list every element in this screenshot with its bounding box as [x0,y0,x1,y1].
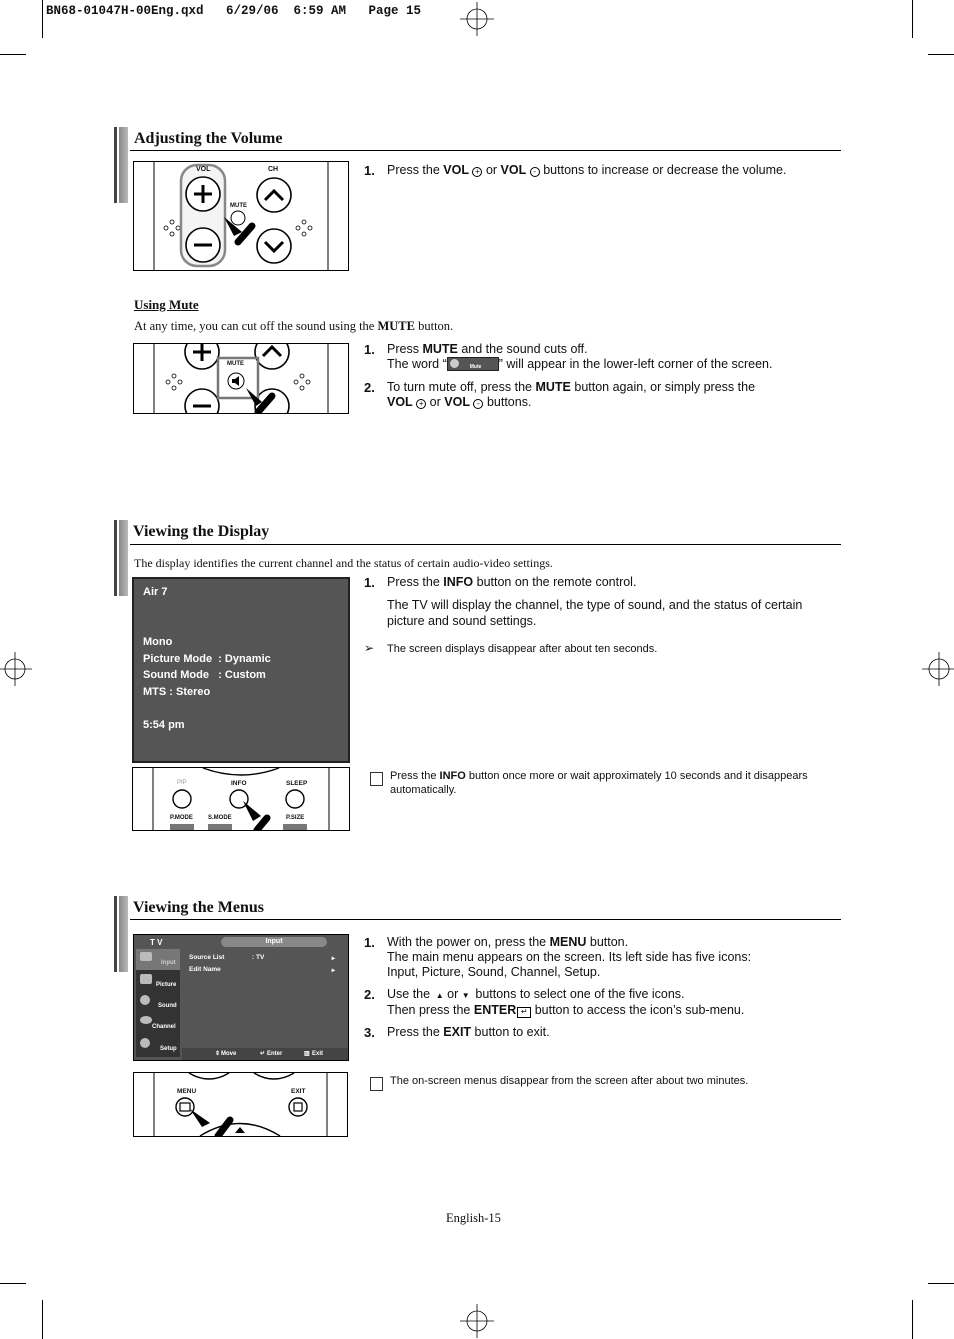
enter-button-icon: ↵ [517,1007,531,1018]
crop-mark [42,0,43,38]
ch-label: CH [268,166,279,173]
tip-arrow-icon: ➢ [364,641,375,655]
picture-icon [140,974,152,984]
vol-minus-icon: - [473,399,483,409]
osd-item-sound: Sound [136,992,180,1013]
info-label: INFO [231,780,247,787]
section-title-display: Viewing the Display [133,523,270,540]
step-number: 2. [364,987,375,1002]
volume-step-1: Press the VOL + or VOL - buttons to increase or decrease the volume. [387,163,787,177]
note-icon [370,1077,383,1091]
crop-mark [0,54,26,55]
step-number: 1. [364,342,375,357]
vol-label: VOL [196,166,211,173]
display-note: Press the INFO button once more or wait approximately 10 seconds and it disappears automatically. [390,770,808,796]
pmode-label: P.MODE [170,815,193,821]
step-number: 1. [364,935,375,950]
section-bar [114,127,128,203]
display-intro: The display identifies the current channel and the status of certain audio-video settings. [134,556,553,570]
arrow-right-icon: ▸ [331,967,335,974]
osd-item-setup: Setup [136,1035,180,1056]
section-bar [114,520,128,596]
crop-mark [912,1300,913,1339]
menus-step-3: Press the EXIT button to exit. [387,1025,550,1039]
osd-sound: Mono [143,636,173,648]
remote-mute-illustration [133,343,349,414]
mute-osd-chip: Mute [447,357,499,371]
mute-speaker-icon [450,359,459,368]
page-number: English-15 [446,1211,501,1225]
print-slug: BN68-01047H-00Eng.qxd 6/29/06 6:59 AM Page 15 [46,4,422,18]
step-number: 2. [364,380,375,395]
osd-channel: Air 7 [143,586,168,598]
osd-sound-mode: Sound Mode : Custom [143,669,266,681]
smode-label: S.MODE [208,815,232,821]
osd-header: Input [221,937,327,947]
registration-mark [0,652,32,686]
remote-volume-illustration [133,161,349,271]
step-number: 1. [364,163,375,178]
menu-osd-screen [133,934,349,1061]
setup-gear-icon [140,1038,150,1048]
registration-mark [922,652,954,686]
section-title-menus: Viewing the Menus [133,899,264,916]
psize-label: P.SIZE [286,815,305,821]
crop-mark [42,1300,43,1339]
crop-mark [928,54,954,55]
osd-item-picture: Picture [136,971,180,992]
mute-button-label: MUTE [227,361,244,367]
osd-item-input: Input [136,949,180,970]
osd-tv-label: T V [150,938,163,947]
osd-time: 5:54 pm [143,719,185,731]
menu-button-label: MENU [177,1088,197,1095]
registration-mark [460,1304,494,1338]
vol-minus-icon: - [530,167,540,177]
sound-icon [140,995,150,1005]
section-title-volume: Adjusting the Volume [134,130,283,147]
display-step-1: Press the INFO button on the remote control. [387,575,637,589]
subtitle-using-mute: Using Mute [134,297,199,312]
exit-button-label: EXIT [291,1088,306,1095]
section-rule [130,544,841,545]
display-tip: The screen displays disappear after about ten seconds. [387,643,658,655]
up-arrow-icon: ▲ [433,991,444,1000]
sleep-label: SLEEP [286,780,308,787]
osd-mts: MTS : Stereo [143,686,211,698]
crop-mark [0,1283,26,1284]
osd-row-edit-name: Edit Name ▸ [189,966,335,974]
info-osd-screen [132,577,350,763]
menus-note: The on-screen menus disappear from the screen after about two minutes. [390,1075,749,1087]
osd-row-source-list: Source List : TV ▸ [189,954,335,962]
step-number: 1. [364,575,375,590]
crop-mark [912,0,913,38]
arrow-right-icon: ▸ [331,955,335,962]
mute-step-1: Press MUTE and the sound cuts off. The word “ Mute ” will appear in the lower-left corner of the screen. [387,342,773,371]
down-arrow-icon: ▼ [461,991,472,1000]
menus-step-2: Use the ▲ or ▼ buttons to select one of the five icons. Then press the ENTER ↵ button to access the icon’s sub-menu. [387,987,745,1017]
menus-step-1: With the power on, press the MENU button. The main menu appears on the screen. Its left side has five icons: Input, Picture, Sound, Channel, Setup. [387,935,752,979]
osd-picture-mode: Picture Mode : Dynamic [143,653,271,665]
channel-icon [140,1016,152,1024]
registration-mark [460,2,494,36]
osd-footer: ⇕ Move ↵ Enter ▥ Exit [182,1048,348,1060]
pip-label: PIP [177,780,187,786]
input-icon [140,952,152,961]
remote-menu-illustration [133,1072,348,1137]
mute-intro: At any time, you can cut off the sound using the MUTE button. [134,319,454,333]
mute-label: MUTE [230,203,247,209]
step-number: 3. [364,1025,375,1040]
section-bar [114,896,128,972]
vol-plus-icon: + [472,167,482,177]
section-rule [130,919,841,920]
note-icon [370,772,383,786]
osd-item-channel: Channel [136,1013,180,1034]
remote-info-illustration [132,767,350,831]
enter-icon: ↵ [260,1051,266,1057]
display-step-1-detail: The TV will display the channel, the type of sound, and the status of certain picture and sound settings. [387,598,803,628]
section-rule [130,150,841,151]
exit-icon: ▥ [304,1051,310,1057]
move-icon: ⇕ [215,1051,221,1057]
vol-plus-icon: + [416,399,426,409]
crop-mark [928,1283,954,1284]
mute-step-2: To turn mute off, press the MUTE button again, or simply press the VOL + or VOL - buttons. [387,380,756,409]
osd-sidebar [136,949,180,1057]
